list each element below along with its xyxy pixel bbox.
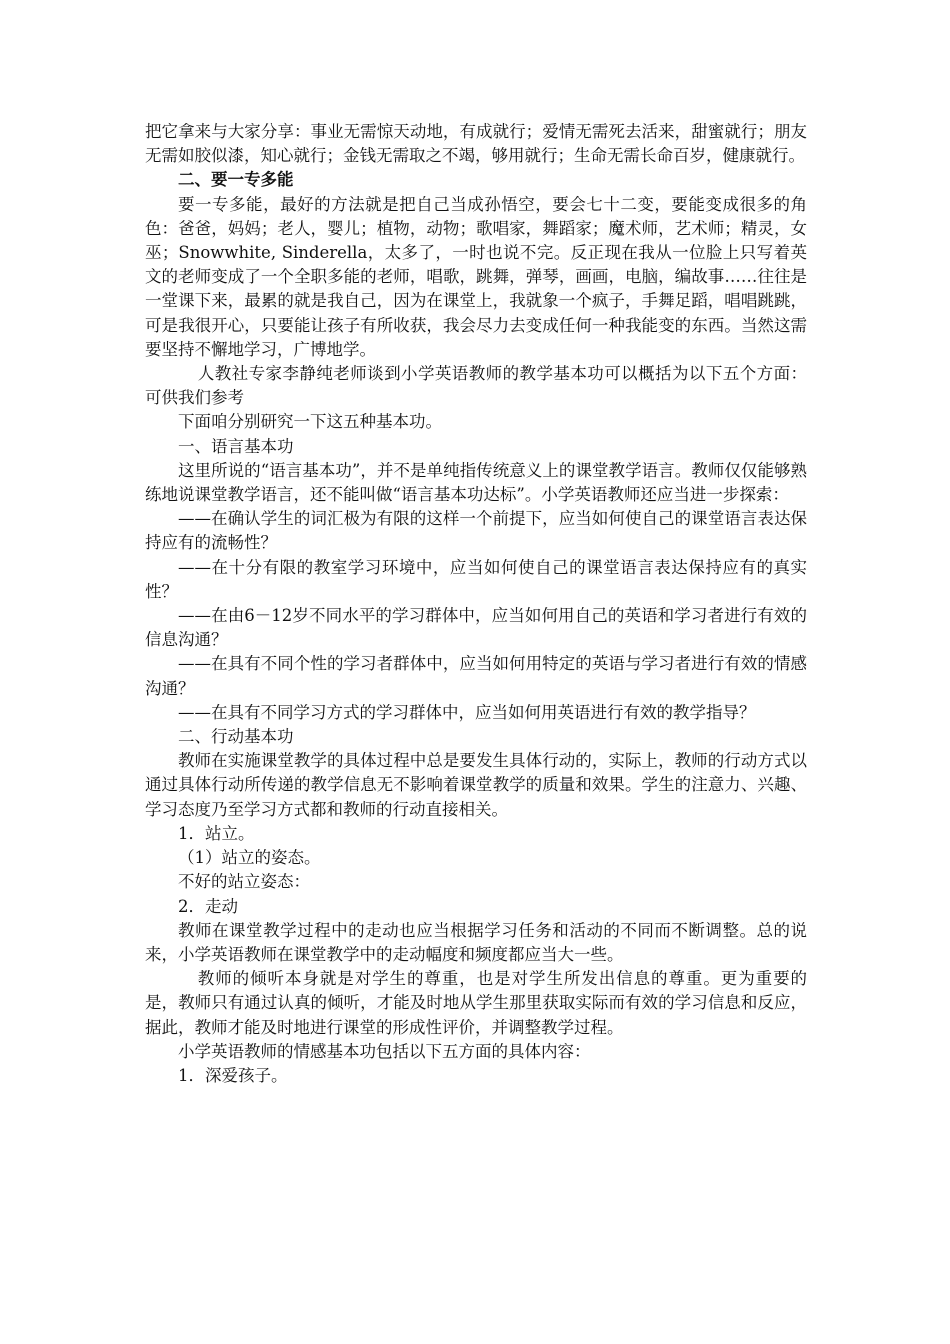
list-item-walking: 2．走动 — [178, 896, 238, 916]
list-item-standing: 1．站立。 — [178, 823, 255, 843]
paragraph-language-skill: 这里所说的“语言基本功”，并不是单纯指传统意义上的课堂教学语言。教师仅仅能够熟练地说课堂教学语言，还不能叫做“语言基本功达标”。小学英语教师还应当进一步探索： — [145, 460, 807, 505]
list-item-love-children: 1．深爱孩子。 — [178, 1065, 288, 1085]
list-item-emotional-communication: ——在具有不同个性的学习者群体中，应当如何用特定的英语与学习者进行有效的情感沟通？ — [145, 654, 807, 698]
paragraph-study-intro: 下面咱分别研究一下这五种基本功。 — [178, 412, 442, 432]
paragraph-action-skill: 教师在实施课堂教学的具体过程中总是要发生具体行动的，实际上，教师的行动方式以通过具体行动所传递的教学信息无不影响着课堂教学的质量和效果。学生的注意力、兴趣、学习态度乃至学习方式都和教师的行动直接相关。 — [145, 751, 807, 819]
paragraph-listening: 教师的倾听本身就是对学生的尊重，也是对学生所发出信息的尊重。更为重要的是，教师只有通过认真的倾听，才能及时地从学生那里获取实际而有效的学习信息和反应，据此，教师才能及时地进行课堂的形成性评价，并调整教学过程。 — [145, 969, 807, 1037]
paragraph-sharing: 把它拿来与大家分享：事业无需惊天动地，有成就行；爱情无需死去活来，甜蜜就行；朋友无需如胶似漆，知心就行；金钱无需取之不竭，够用就行；生命无需长命百岁，健康就行。 — [145, 122, 807, 166]
paragraph-walking: 教师在课堂教学过程中的走动也应当根据学习任务和活动的不同而不断调整。总的说来，小学英语教师在课堂教学中的走动幅度和频度都应当大一些。 — [145, 920, 807, 964]
paragraph-versatility: 要一专多能，最好的方法就是把自己当成孙悟空，要会七十二变，要能变成很多的角色：爸爸，妈妈；老人，婴儿；植物，动物；歌唱家，舞蹈家；魔术师，艺术师；精灵，女巫；Snowwhite, Sinderella，太多了，一时也说不完。反正现在我从一位脸上只写着英文的老师变成了一个全职多能的老师，唱歌，跳舞，弹琴，画画，电脑，编故事……往往是一堂课下来，最累的就是我自己，因为在课堂上，我就象一个疯子，手舞足蹈，唱唱跳跳，可是我很开心，只要能让孩子有所收获，我会尽力去变成任何一种我能变的东西。当然这需要坚持不懈地学习，广博地学。 — [145, 194, 807, 359]
heading-action-skill: 二、行动基本功 — [178, 727, 294, 747]
list-item-info-communication: ——在由6－12岁不同水平的学习群体中，应当如何用自己的英语和学习者进行有效的信息沟通？ — [145, 606, 807, 650]
list-item-authenticity: ——在十分有限的教室学习环境中，应当如何使自己的课堂语言表达保持应有的真实性？ — [145, 557, 807, 601]
heading-language-skill: 一、语言基本功 — [178, 436, 294, 456]
list-item-fluency: ——在确认学生的词汇极为有限的这样一个前提下，应当如何使自己的课堂语言表达保持应有的流畅性？ — [145, 509, 807, 553]
paragraph-bad-posture: 不好的站立姿态： — [178, 872, 310, 892]
paragraph-emotional-skill-intro: 小学英语教师的情感基本功包括以下五方面的具体内容： — [178, 1041, 591, 1061]
document-page — [145, 120, 807, 1088]
paragraph-five-skills-intro: 人教社专家李静纯老师谈到小学英语教师的教学基本功可以概括为以下五个方面：可供我们参考 — [145, 364, 807, 408]
list-item-standing-posture: （1）站立的姿态。 — [178, 848, 321, 868]
list-item-teaching-guidance: ——在具有不同学习方式的学习群体中，应当如何用英语进行有效的教学指导？ — [178, 702, 756, 722]
heading-versatility: 二、要一专多能 — [178, 170, 294, 190]
